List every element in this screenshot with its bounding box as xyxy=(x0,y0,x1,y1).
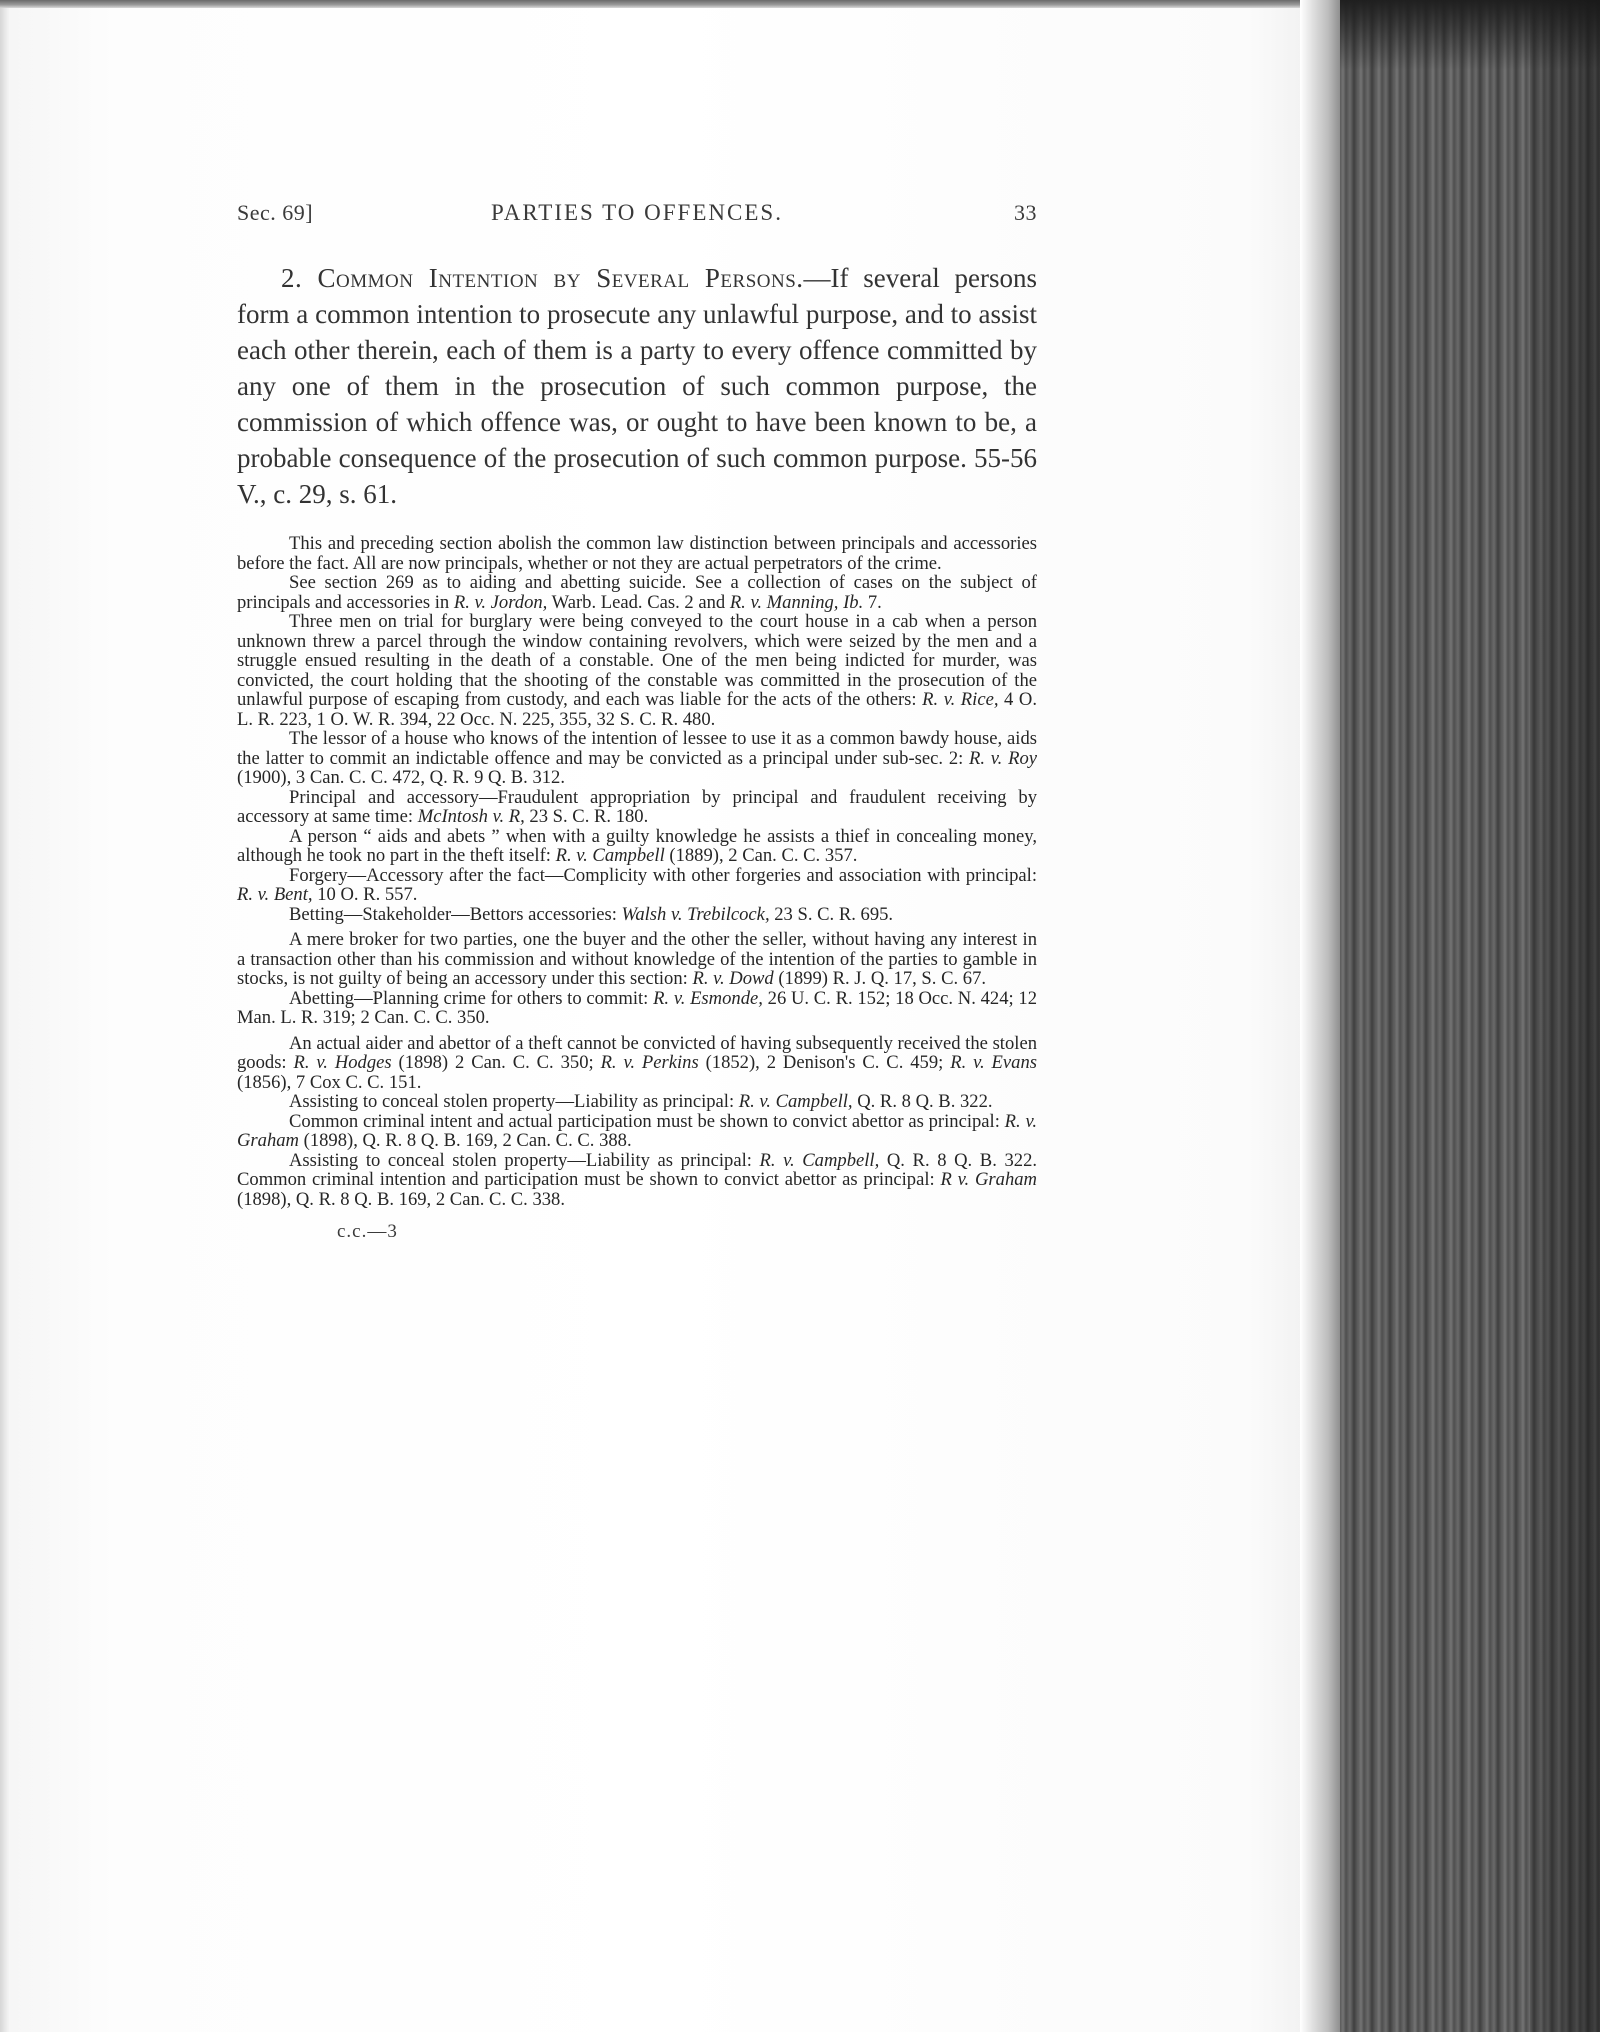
note-text: Assisting to conceal stolen property—Liability as principal: xyxy=(289,1149,760,1171)
note-text: A mere broker for two parties, one the buyer and the other the seller, without having any interest in a transaction other than his commission and without knowledge of the intention of the parties to gamble in stocks, is not guilty of being an accessory under this section: xyxy=(237,929,1037,989)
annotation-note xyxy=(237,788,1037,827)
note-text: (1900), 3 Can. C. C. 472, Q. R. 9 Q. B. 312. xyxy=(237,767,565,788)
note-text: Q. R. 8 Q. B. 322. Common criminal intention and participation must be shown to convict abettor as principal: xyxy=(237,1149,1038,1190)
facing-page-edge xyxy=(0,0,10,2032)
note-text: See section 269 as to aiding and abetting suicide. See a collection of cases on the subject of principals and accessories in xyxy=(237,572,1037,613)
case-name: R. v. Campbell, xyxy=(738,1091,853,1112)
case-name: R. v. Campbell, xyxy=(759,1149,880,1171)
case-name: R. v. Graham xyxy=(237,1110,1037,1151)
statute-paragraph xyxy=(237,260,1037,512)
case-name: R. v. Manning, Ib. xyxy=(729,591,864,613)
note-text: (1898), Q. R. 8 Q. B. 169, 2 Can. C. C. 338. xyxy=(237,1188,565,1210)
case-name: R v. Graham xyxy=(940,1169,1037,1190)
case-name: R. v. Hodges xyxy=(293,1052,392,1073)
running-head xyxy=(237,196,1037,230)
annotation-note xyxy=(237,729,1037,788)
text-block xyxy=(237,196,1037,1243)
note-text: (1856), 7 Cox C. C. 151. xyxy=(237,1071,422,1093)
annotation-note xyxy=(237,827,1037,866)
note-text: Principal and accessory—Fraudulent appropriation by principal and fraudulent receiving by accessory at same time: xyxy=(237,786,1037,827)
case-name: R. v. Esmonde, xyxy=(653,987,763,1009)
chapter-title: PARTIES TO OFFENCES. xyxy=(491,200,783,225)
case-name: R. v. Dowd xyxy=(692,968,774,989)
note-text: 26 U. C. R. 152; 18 Occ. N. 424; 12 Man. L. R. 319; 2 Can. C. C. 350. xyxy=(237,987,1037,1028)
note-text: 4 O. L. R. 223, 1 O. W. R. 394, 22 Occ. N. 225, 355, 32 S. C. R. 480. xyxy=(237,689,1037,730)
note-text: Warb. Lead. Cas. 2 and xyxy=(547,591,730,613)
note-text: Assisting to conceal stolen property—Liability as principal: xyxy=(289,1091,739,1112)
statute-citation: 55-56 V., c. 29, s. 61. xyxy=(237,443,1037,509)
annotation-note xyxy=(237,1034,1037,1093)
annotation-note xyxy=(237,866,1037,905)
note-text: Three men on trial for burglary were being conveyed to the court house in a cab when a person unknown threw a parcel through the window containing revolvers, which were seized by the men and a struggle ensued resulting in the death of a constable. One of the men being indicted for murder, was convicted, the court holding that the shooting of the constable was committed in the prosecution of the unlawful purpose of escaping from custody, and each was liable for the acts of the others: xyxy=(237,611,1037,710)
annotation-note xyxy=(237,1112,1037,1151)
page-number: 33 xyxy=(1014,200,1037,225)
case-name: R. v. Jordon, xyxy=(453,591,548,613)
annotations xyxy=(237,534,1037,1209)
scan-top-edge xyxy=(0,0,1330,8)
note-text: (1898), Q. R. 8 Q. B. 169, 2 Can. C. C. 388. xyxy=(298,1130,632,1151)
note-text: A person “ aids and abets ” when with a guilty knowledge he assists a thief in concealing money, although he took no part in the theft itself: xyxy=(237,825,1037,866)
note-text: An actual aider and abettor of a theft cannot be convicted of having subsequently received the stolen goods: xyxy=(237,1032,1037,1073)
case-name: R. v. Rice, xyxy=(922,689,999,710)
note-text: Forgery—Accessory after the fact—Complicity with other forgeries and association with principal: xyxy=(289,864,1037,886)
statute-body: —If several persons form a common intention to prosecute any unlawful purpose, and to assist each other therein, each of them is a party to every offence committed by any one of them in the prosecution of such common purpose, the commission of which offence was, or ought to have been known to be, a probable consequence of the prosecution of such common purpose. xyxy=(237,263,1037,473)
annotation-note xyxy=(237,573,1037,612)
note-text: 10 O. R. 557. xyxy=(312,884,418,905)
annotation-note xyxy=(237,1092,1037,1112)
note-text: (1889), 2 Can. C. C. 357. xyxy=(664,845,858,866)
note-text: The lessor of a house who knows of the intention of lessee to use it as a common bawdy house, aids the latter to commit an indictable offence and may be convicted as a principal under sub-sec. 2: xyxy=(237,728,1037,769)
note-text: Q. R. 8 Q. B. 322. xyxy=(852,1091,993,1112)
note-text: (1852), 2 Denison's C. C. 459; xyxy=(698,1052,951,1073)
case-name: R. v. Roy xyxy=(969,747,1037,769)
note-text: Betting—Stakeholder—Bettors accessories: xyxy=(289,903,622,925)
annotation-note xyxy=(237,930,1037,989)
case-name: R. v. Evans xyxy=(950,1052,1037,1073)
signature-mark: c.c.—3 xyxy=(337,1221,398,1242)
annotation-note xyxy=(237,905,1037,925)
note-text: This and preceding section abolish the common law distinction between principals and accessories before the fact. All are now principals, whether or not they are actual perpetrators of the crime. xyxy=(237,533,1037,574)
section-reference: Sec. 69] xyxy=(237,200,314,225)
statute-heading: 2. Common Intention by Several Persons. xyxy=(281,263,804,293)
annotation-note xyxy=(237,612,1037,729)
annotation-note xyxy=(237,989,1037,1028)
note-text: 7. xyxy=(863,591,882,613)
note-text: (1898) 2 Can. C. C. 350; xyxy=(391,1052,601,1073)
note-text: 23 S. C. R. 695. xyxy=(769,903,894,925)
case-name: R. v. Bent, xyxy=(237,884,313,905)
page-gutter-shadow xyxy=(1300,0,1340,2032)
annotation-note xyxy=(237,1151,1037,1210)
case-name: R. v. Perkins xyxy=(600,1052,699,1073)
annotation-note xyxy=(237,534,1037,573)
note-text: Common criminal intent and actual participation must be shown to convict abettor as principal: xyxy=(289,1110,1005,1132)
case-name: R. v. Campbell xyxy=(555,845,665,866)
note-text: 23 S. C. R. 180. xyxy=(524,806,649,827)
case-name: Walsh v. Trebilcock, xyxy=(621,903,770,925)
note-text: Abetting—Planning crime for others to commit: xyxy=(289,987,654,1009)
book-page-edges xyxy=(1340,0,1600,2032)
note-text: (1899) R. J. Q. 17, S. C. 67. xyxy=(773,968,987,989)
case-name: McIntosh v. R, xyxy=(417,806,525,827)
